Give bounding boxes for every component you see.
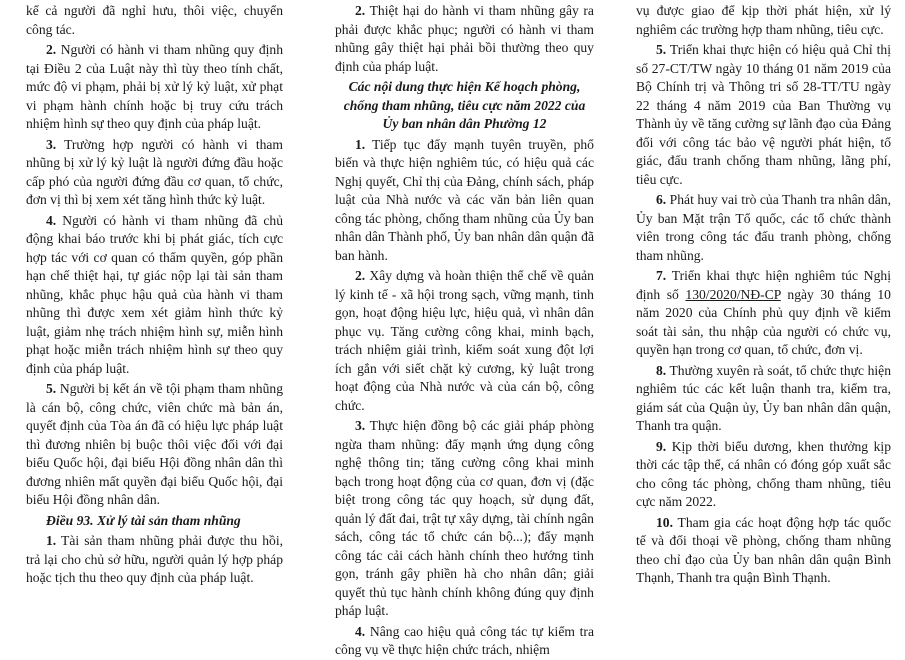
section-heading: Các nội dung thực hiện Kế hoạch phòng, chống tham nhũng, tiêu cực năm 2022 của Ủy ban nhân dân Phường 12 [343, 79, 586, 131]
paragraph: 5. Người bị kết án về tội phạm tham nhũng là cán bộ, công chức, viên chức mà bản án, quyết định của Tòa án đã có hiệu lực pháp luật thì đương nhiên bị buộc thôi việc đối với đại biểu Quốc hội, đại biểu Hội đồng nhân dân thì đương nhiên mất quyền đại biểu Quốc hội, đại biểu Hội đồng nhân dân. [26, 381, 283, 507]
item-number: 1. [46, 533, 57, 548]
item-number: 3. [46, 136, 57, 152]
item-number: 2. [355, 268, 366, 283]
item-number: 10. [655, 514, 673, 530]
paragraph: 3. Trường hợp người có hành vi tham nhũng bị xử lý kỷ luật là người đứng đầu hoặc cấp phó của người đứng đầu cơ quan, tổ chức, đơn vị thì bị xem xét tăng hình thức kỷ luật. [26, 136, 283, 207]
paragraph: 4. Nâng cao hiệu quả công tác tự kiểm tra công vụ về thực hiện chức trách, nhiệm [335, 623, 594, 657]
item-number: 8. [655, 362, 667, 378]
article-heading: Điều 93. Xử lý tài sản tham nhũng [46, 512, 241, 528]
column-left [26, 2, 283, 640]
paragraph: 2. Xây dựng và hoàn thiện thể chế về quản lý kinh tế - xã hội trong sạch, vững mạnh, tinh gọn, hoạt động hiệu lực, hiệu quả, vì nhân dân phục vụ. Tăng cường công khai, minh bạch, trách nhiệm giải trình, kiểm soát xung đột lợi ích gắn với siết chặt kỷ cương, kỷ luật trong hoạt động của Nhà nước và của cán bộ, công chức. [335, 268, 594, 413]
paragraph: 8. Thường xuyên rà soát, tổ chức thực hiện nghiêm túc các kết luận thanh tra, kiểm tra, giám sát của Quận ủy, Ủy ban nhân dân quận, Thanh tra quận. [635, 362, 891, 433]
item-number: 5. [655, 42, 667, 57]
paragraph: 3. Thực hiện đồng bộ các giải pháp phòng ngừa tham nhũng: đẩy mạnh ứng dụng công nghệ thông tin; tăng cường công khai minh bạch trong hoạt động của cơ quan, đơn vị (đặc biệt trong công tác quy hoạch, sử dụng đất, quản lý đất đai, trật tự xây dựng, tài chính ngân sách, công tác tổ chức cán bộ...); đẩy mạnh công tác cải cách hành chính theo hướng tinh gọn, tránh gây phiền hà cho nhân dân; giải quyết thủ tục hành chính không đúng quy định pháp luật. [335, 418, 594, 618]
item-number: 4. [46, 212, 57, 228]
column-right [636, 2, 891, 640]
item-number: 2. [355, 3, 366, 18]
paragraph: 2. Người có hành vi tham nhũng quy định tại Điều 2 của Luật này thì tùy theo tính chất, mức độ vi phạm, phải bị xử lý kỷ luật, xử phạt vi phạm hành chính hoặc bị truy cứu trách nhiệm hình sự theo quy định của pháp luật. [26, 42, 283, 131]
column-middle [335, 2, 594, 657]
paragraph: 2. Thiệt hại do hành vi tham nhũng gây ra phải được khắc phục; người có hành vi tham nhũng gây thiệt hại phải bồi thường theo quy định của pháp luật. [335, 3, 594, 74]
item-number: 1. [355, 136, 366, 152]
item-number: 9. [655, 438, 667, 454]
paragraph: 5. Triển khai thực hiện có hiệu quả Chỉ thị số 27-CT/TW ngày 10 tháng 01 năm 2019 của Bộ Chính trị và Thông tri số 28-TT/TU ngày 22 tháng 4 năm 2019 của Ban Thường vụ Thành ủy về tăng cường sự lãnh đạo của Đảng đối với công tác bảo vệ người phát hiện, tố giác, đấu tranh chống tham nhũng, lãng phí, tiêu cực. [635, 42, 891, 187]
paragraph: 7. Triển khai thực hiện nghiêm túc Nghị định số 130/2020/NĐ-CP ngày 30 tháng 10 năm 2020 của Chính phủ quy định về kiểm soát tài sản, thu nhập của người có chức vụ, quyền hạn trong cơ quan, tổ chức, đơn vị. [635, 268, 891, 357]
paragraph: 4. Người có hành vi tham nhũng đã chủ động khai báo trước khi bị phát giác, tích cực hợp tác với cơ quan có thẩm quyền, góp phần hạn chế thiệt hại, tự giác nộp lại tài sản tham nhũng, khắc phục hậu quả của hành vi tham nhũng thì được xem xét giảm hình thức kỷ luật, giảm nhẹ trách nhiệm hình sự, miễn hình phạt hoặc miễn trách nhiệm hình sự theo quy định của pháp luật. [26, 212, 283, 376]
item-number: 4. [355, 623, 366, 639]
item-number: 6. [655, 192, 667, 207]
item-number: 2. [46, 42, 57, 57]
item-number: 5. [46, 381, 57, 396]
item-number: 7. [655, 268, 667, 283]
paragraph: 1. Tài sản tham nhũng phải được thu hồi, trả lại cho chủ sở hữu, người quản lý hợp pháp hoặc tịch thu theo quy định của pháp luật. [26, 533, 283, 585]
paragraph: 6. Phát huy vai trò của Thanh tra nhân dân, Ủy ban Mặt trận Tổ quốc, các tổ chức thành viên trong công tác đấu tranh phòng, chống tham nhũng. [635, 192, 891, 263]
paragraph: 1. Tiếp tục đẩy mạnh tuyên truyền, phổ biến và thực hiện nghiêm túc, có hiệu quả các Nghị quyết, Chỉ thị của Đảng, chính sách, pháp luật của Nhà nước và các văn bản liên quan công tác phòng, chống tham nhũng của Ủy ban nhân dân Thành phố, Ủy ban nhân dân quận đã ban hành. [335, 136, 594, 263]
item-number: 3. [355, 418, 366, 433]
paragraph: 10. Tham gia các hoạt động hợp tác quốc tế và đối thoại về phòng, chống tham nhũng theo chỉ đạo của Ủy ban nhân dân quận Bình Thạnh, Thanh tra quận Bình Thạnh. [635, 514, 891, 585]
paragraph: 9. Kịp thời biểu dương, khen thưởng kịp thời các tập thể, cá nhân có đóng góp xuất sắc cho công tác phòng, chống tham nhũng, tiêu cực năm 2022. [635, 438, 891, 509]
paragraph: kể cả người đã nghỉ hưu, thôi việc, chuyển công tác. [26, 3, 283, 37]
decree-link[interactable]: 130/2020/NĐ-CP [685, 286, 781, 302]
paragraph: vụ được giao để kịp thời phát hiện, xử lý nghiêm các trường hợp tham nhũng, tiêu cực. [635, 3, 891, 37]
